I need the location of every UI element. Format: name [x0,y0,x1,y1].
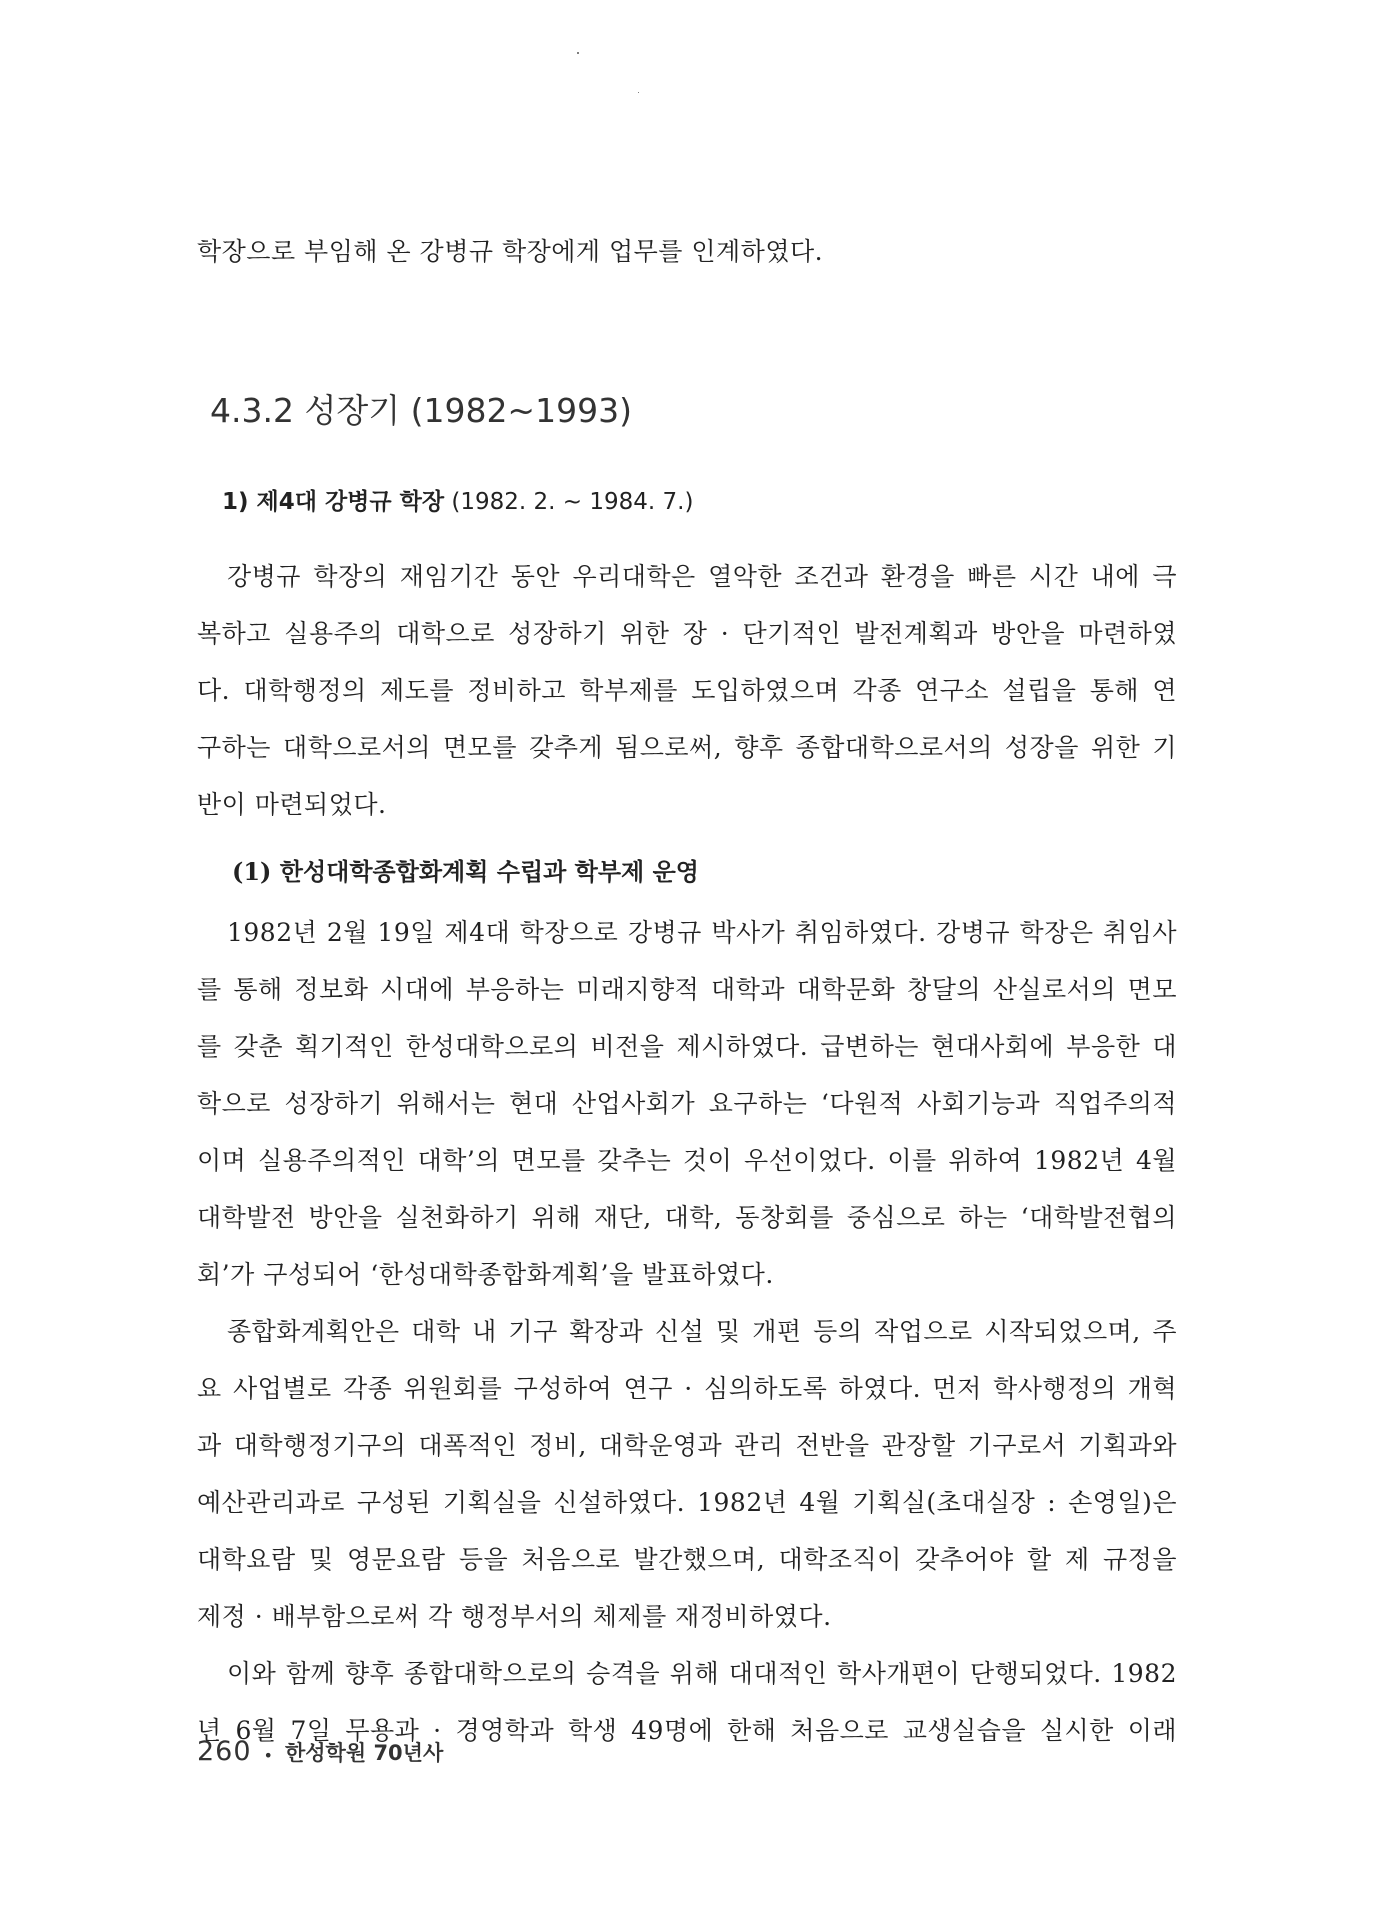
paragraph-line: 이며 실용주의적인 대학’의 면모를 갖추는 것이 우선이었다. 이를 위하여 1982년 4월 [197,1146,1177,1175]
paragraph-line: 회’가 구성되어 ‘한성대학종합화계획’을 발표하였다. [197,1260,774,1289]
paragraph-line: 다. 대학행정의 제도를 정비하고 학부제를 도입하였으며 각종 연구소 설립을 통해 연 [197,676,1177,705]
paragraph-line: 요 사업별로 각종 위원회를 구성하여 연구 · 심의하도록 하였다. 먼저 학사행정의 개혁 [197,1374,1177,1403]
paragraph-line: 대학요람 및 영문요람 등을 처음으로 발간했으며, 대학조직이 갖추어야 할 제 규정을 [197,1545,1177,1574]
paragraph-line: 복하고 실용주의 대학으로 성장하기 위한 장 · 단기적인 발전계획과 방안을 마련하였 [197,619,1177,648]
subsection-label: 1) 제4대 강병규 학장 [222,489,445,515]
paragraph-line: 강병규 학장의 재임기간 동안 우리대학은 열악한 조건과 환경을 빠른 시간 내에 극 [227,562,1177,591]
page-footer [197,1736,443,1767]
page-number: 260 [197,1736,252,1767]
paragraph-line: 를 통해 정보화 시대에 부응하는 미래지향적 대학과 대학문화 창달의 산실로서의 면모 [197,975,1177,1004]
paragraph-line: 를 갖춘 획기적인 한성대학으로의 비전을 제시하였다. 급변하는 현대사회에 부응한 대 [197,1032,1177,1061]
paragraph-line: 예산관리과로 구성된 기획실을 신설하였다. 1982년 4월 기획실(초대실장 : 손영일)은 [197,1488,1177,1517]
section-heading: 4.3.2 성장기 (1982~1993) [210,391,632,430]
footer-bullet: • [263,1746,273,1765]
scan-speck [577,52,579,54]
paragraph-line: 과 대학행정기구의 대폭적인 정비, 대학운영과 관리 전반을 관장할 기구로서 기획과와 [197,1431,1177,1460]
paragraph-line: 구하는 대학으로서의 면모를 갖추게 됨으로써, 향후 종합대학으로서의 성장을 위한 기 [197,733,1177,762]
paragraph-line: 제정 · 배부함으로써 각 행정부서의 체제를 재정비하였다. [197,1602,832,1631]
paragraph-line: 대학발전 방안을 실천화하기 위해 재단, 대학, 동창회를 중심으로 하는 ‘대학발전협의 [197,1203,1177,1232]
body-paragraph-1 [197,904,1177,1759]
intro-paragraph [197,548,1177,833]
scan-speck [638,92,639,93]
paragraph-line: 반이 마련되었다. [197,790,387,819]
subsubsection-heading: (1) 한성대학종합화계획 수립과 학부제 운영 [232,857,699,886]
paragraph-line: 1982년 2월 19일 제4대 학장으로 강병규 박사가 취임하였다. 강병규 학장은 취임사 [227,918,1177,947]
subsection-heading [222,483,693,516]
paragraph-line: 년 6월 7일 무용과 · 경영학과 학생 49명에 한해 처음으로 교생실습을 실시한 이래 [197,1716,1177,1745]
paragraph-line: 이와 함께 향후 종합대학으로의 승격을 위해 대대적인 학사개편이 단행되었다. 1982 [227,1659,1177,1688]
paragraph-line: 학으로 성장하기 위해서는 현대 산업사회가 요구하는 ‘다원적 사회기능과 직업주의적 [197,1089,1177,1118]
book-title: 한성학원 70년사 [284,1741,444,1765]
carryover-line: 학장으로 부임해 온 강병규 학장에게 업무를 인계하였다. [197,237,824,266]
paragraph-line: 종합화계획안은 대학 내 기구 확장과 신설 및 개편 등의 작업으로 시작되었으며, 주 [227,1317,1177,1346]
subsection-dates: (1982. 2. ~ 1984. 7.) [444,489,694,515]
